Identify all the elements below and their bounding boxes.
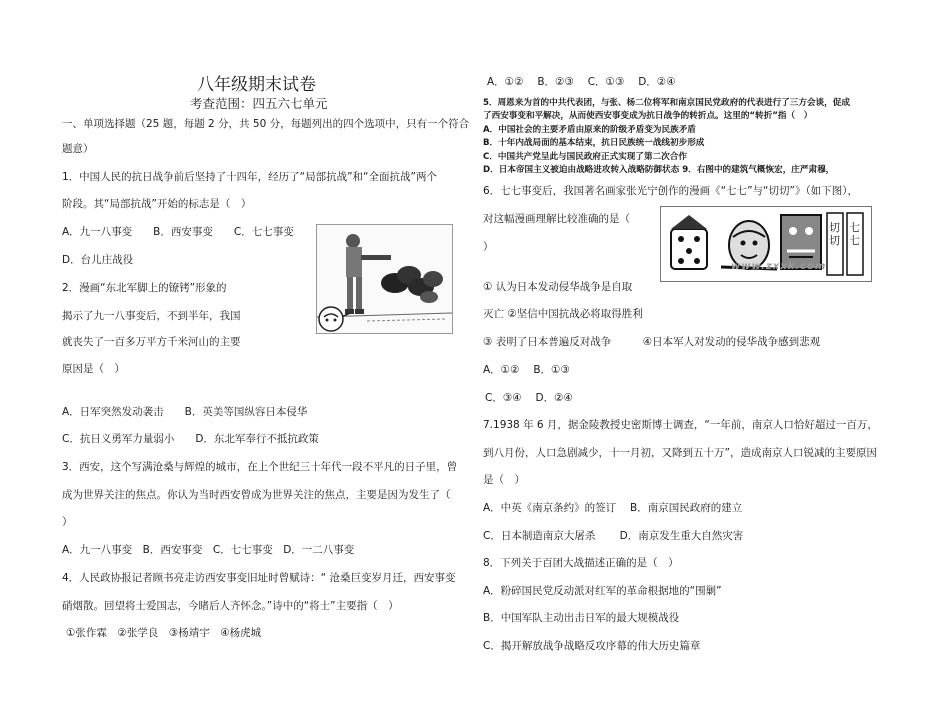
q4-stem-cont: 硝烟散。回望将士爱国志，今睹后人齐怀念。”诗中的“将士”主要指（ ） [62, 600, 399, 612]
q6-options-cont: C．③④ D．②④ [485, 392, 573, 404]
q6-stem: 6．七七事变后，我国著名画家张光宁创作的漫画《“七七”与“切切”》（如下图）， [483, 185, 858, 197]
q7-stem-cont: 到八月份，人口急剧减少，十一月初，又降到五十万”，造成南京人口锐减的主要原因 [483, 447, 877, 459]
q7-stem: 7.1938 年 6 月，据金陵教授史密斯博士调查，“一年前，南京人口恰好超过一百万， [483, 419, 878, 431]
q4-options: A．①② B．②③ C．①③ D．②④ [487, 76, 676, 88]
q3-stem-cont: 成为世界关注的焦点。你认为当时西安曾成为世界关注的焦点，主要是因为发生了（ [62, 489, 451, 501]
soldier-cartoon-illustration [317, 225, 452, 333]
q4-items: ①张作霖 ②张学良 ③杨靖宇 ④杨虎城 [66, 627, 262, 639]
q2-options-cont: C．抗日义勇军力量弱小 D．东北军奉行不抵抗政策 [62, 433, 319, 445]
q2-stem-line2: 揭示了九一八事变后，不到半年，我国 [62, 310, 241, 322]
q6-options: A．①② B．①③ [483, 364, 570, 376]
q5-option-b: B．十年内战局面的基本结束，抗日民族统一战线初步形成 [483, 138, 705, 148]
cartoon-text-qiqi: 七七 [849, 221, 860, 247]
q6-item-3-4: ③ 表明了日本普遍反对战争 ④日本军人对发动的侵华战争感到悲观 [483, 336, 821, 348]
exam-scope: 考查范围：四五六七单元 [190, 96, 328, 111]
q1-stem: 1．中国人民的抗日战争前后坚持了十四年，经历了“局部抗战”和“全面抗战”两个 [62, 171, 437, 183]
q5-option-a: A．中国社会的主要矛盾由原来的阶级矛盾变为民族矛盾 [483, 125, 696, 135]
q2-options: A．日军突然发动袭击 B．英美等国纵容日本侵华 [62, 406, 308, 418]
exam-title: 八年级期末试卷 [197, 75, 316, 95]
q5-option-c: C．中国共产党呈此与国民政府正式实现了第二次合作 [483, 152, 687, 162]
q2-stem-line4: 原因是（ ） [62, 363, 125, 375]
q2-stem: 2．漫画“东北军脚上的镣铐”形象的 [62, 282, 227, 294]
q5-option-d: D．日本帝国主义被迫由战略进攻转入战略防御状态 9．右图中的建筑气概恢宏，庄严肃穆， [483, 165, 835, 175]
q8-stem: 8．下列关于百团大战描述正确的是（ ） [483, 557, 679, 569]
q7-options: A．中英《南京条约》的签订 B．南京国民政府的建立 [483, 502, 743, 514]
q3-options: A．九一八事变 B．西安事变 C．七七事变 D．一二八事变 [62, 544, 355, 556]
cartoon-text-qieqie: 切切 [829, 221, 840, 247]
q3-stem-end: ） [62, 516, 73, 528]
section-heading: 一、单项选择题（25 题，每题 2 分，共 50 分，每题列出的四个选项中，只有一个符合 [62, 118, 470, 130]
q7-stem-end: 是（ ） [483, 474, 525, 486]
q8-option-a: A．粉碎国民党反动派对红军的革命根据地的“围剿” [483, 585, 722, 597]
q7-options-cont: C．日本制造南京大屠杀 D．南京发生重大自然灾害 [483, 530, 744, 542]
q6-stem-cont: 对这幅漫画理解比较准确的是（ [483, 213, 630, 225]
q4-stem: 4．人民政协报记者顾书亮走访西安事变旧址时曾赋诗：“ 沧桑巨变岁月迁，西安事变 [62, 572, 456, 584]
q5-stem: 5．周恩来为首的中共代表团，与张、杨二位将军和南京国民党政府的代表进行了三方会谈，促成 [483, 98, 850, 108]
cartoon-watermark: www.zxxk.com [731, 261, 827, 272]
section-heading-cont: 题意） [62, 143, 94, 155]
q1-stem-cont: 阶段。其“局部抗战”开始的标志是（ ） [62, 198, 252, 210]
q6-item-1: ① 认为日本发动侵华战争是自取 [483, 281, 633, 293]
q3-stem: 3．西安，这个写满沧桑与辉煌的城市，在上个世纪三十年代一段不平凡的日子里，曾 [62, 461, 458, 473]
q1-options: A．九一八事变 B．西安事变 C．七七事变 [62, 226, 294, 238]
q8-option-c: C．揭开解放战争战略反攻序幕的伟大历史篇章 [483, 640, 701, 652]
q2-stem-line3: 就丧失了一百多万平方千米河山的主要 [62, 336, 241, 348]
q6-cartoon-image [660, 206, 872, 282]
q2-cartoon-image [316, 224, 453, 334]
q8-option-b: B．中国军队主动出击日军的最大规模战役 [483, 612, 680, 624]
q1-options-cont: D．台儿庄战役 [62, 254, 134, 266]
q5-stem-cont: 了西安事变和平解决，从而使西安事变成为抗日战争的转折点。这里的“转折”指（ ） [483, 111, 813, 121]
q6-item-1-2: 灭亡 ②坚信中国抗战必将取得胜利 [483, 308, 643, 320]
q6-stem-end: ） [483, 241, 494, 253]
